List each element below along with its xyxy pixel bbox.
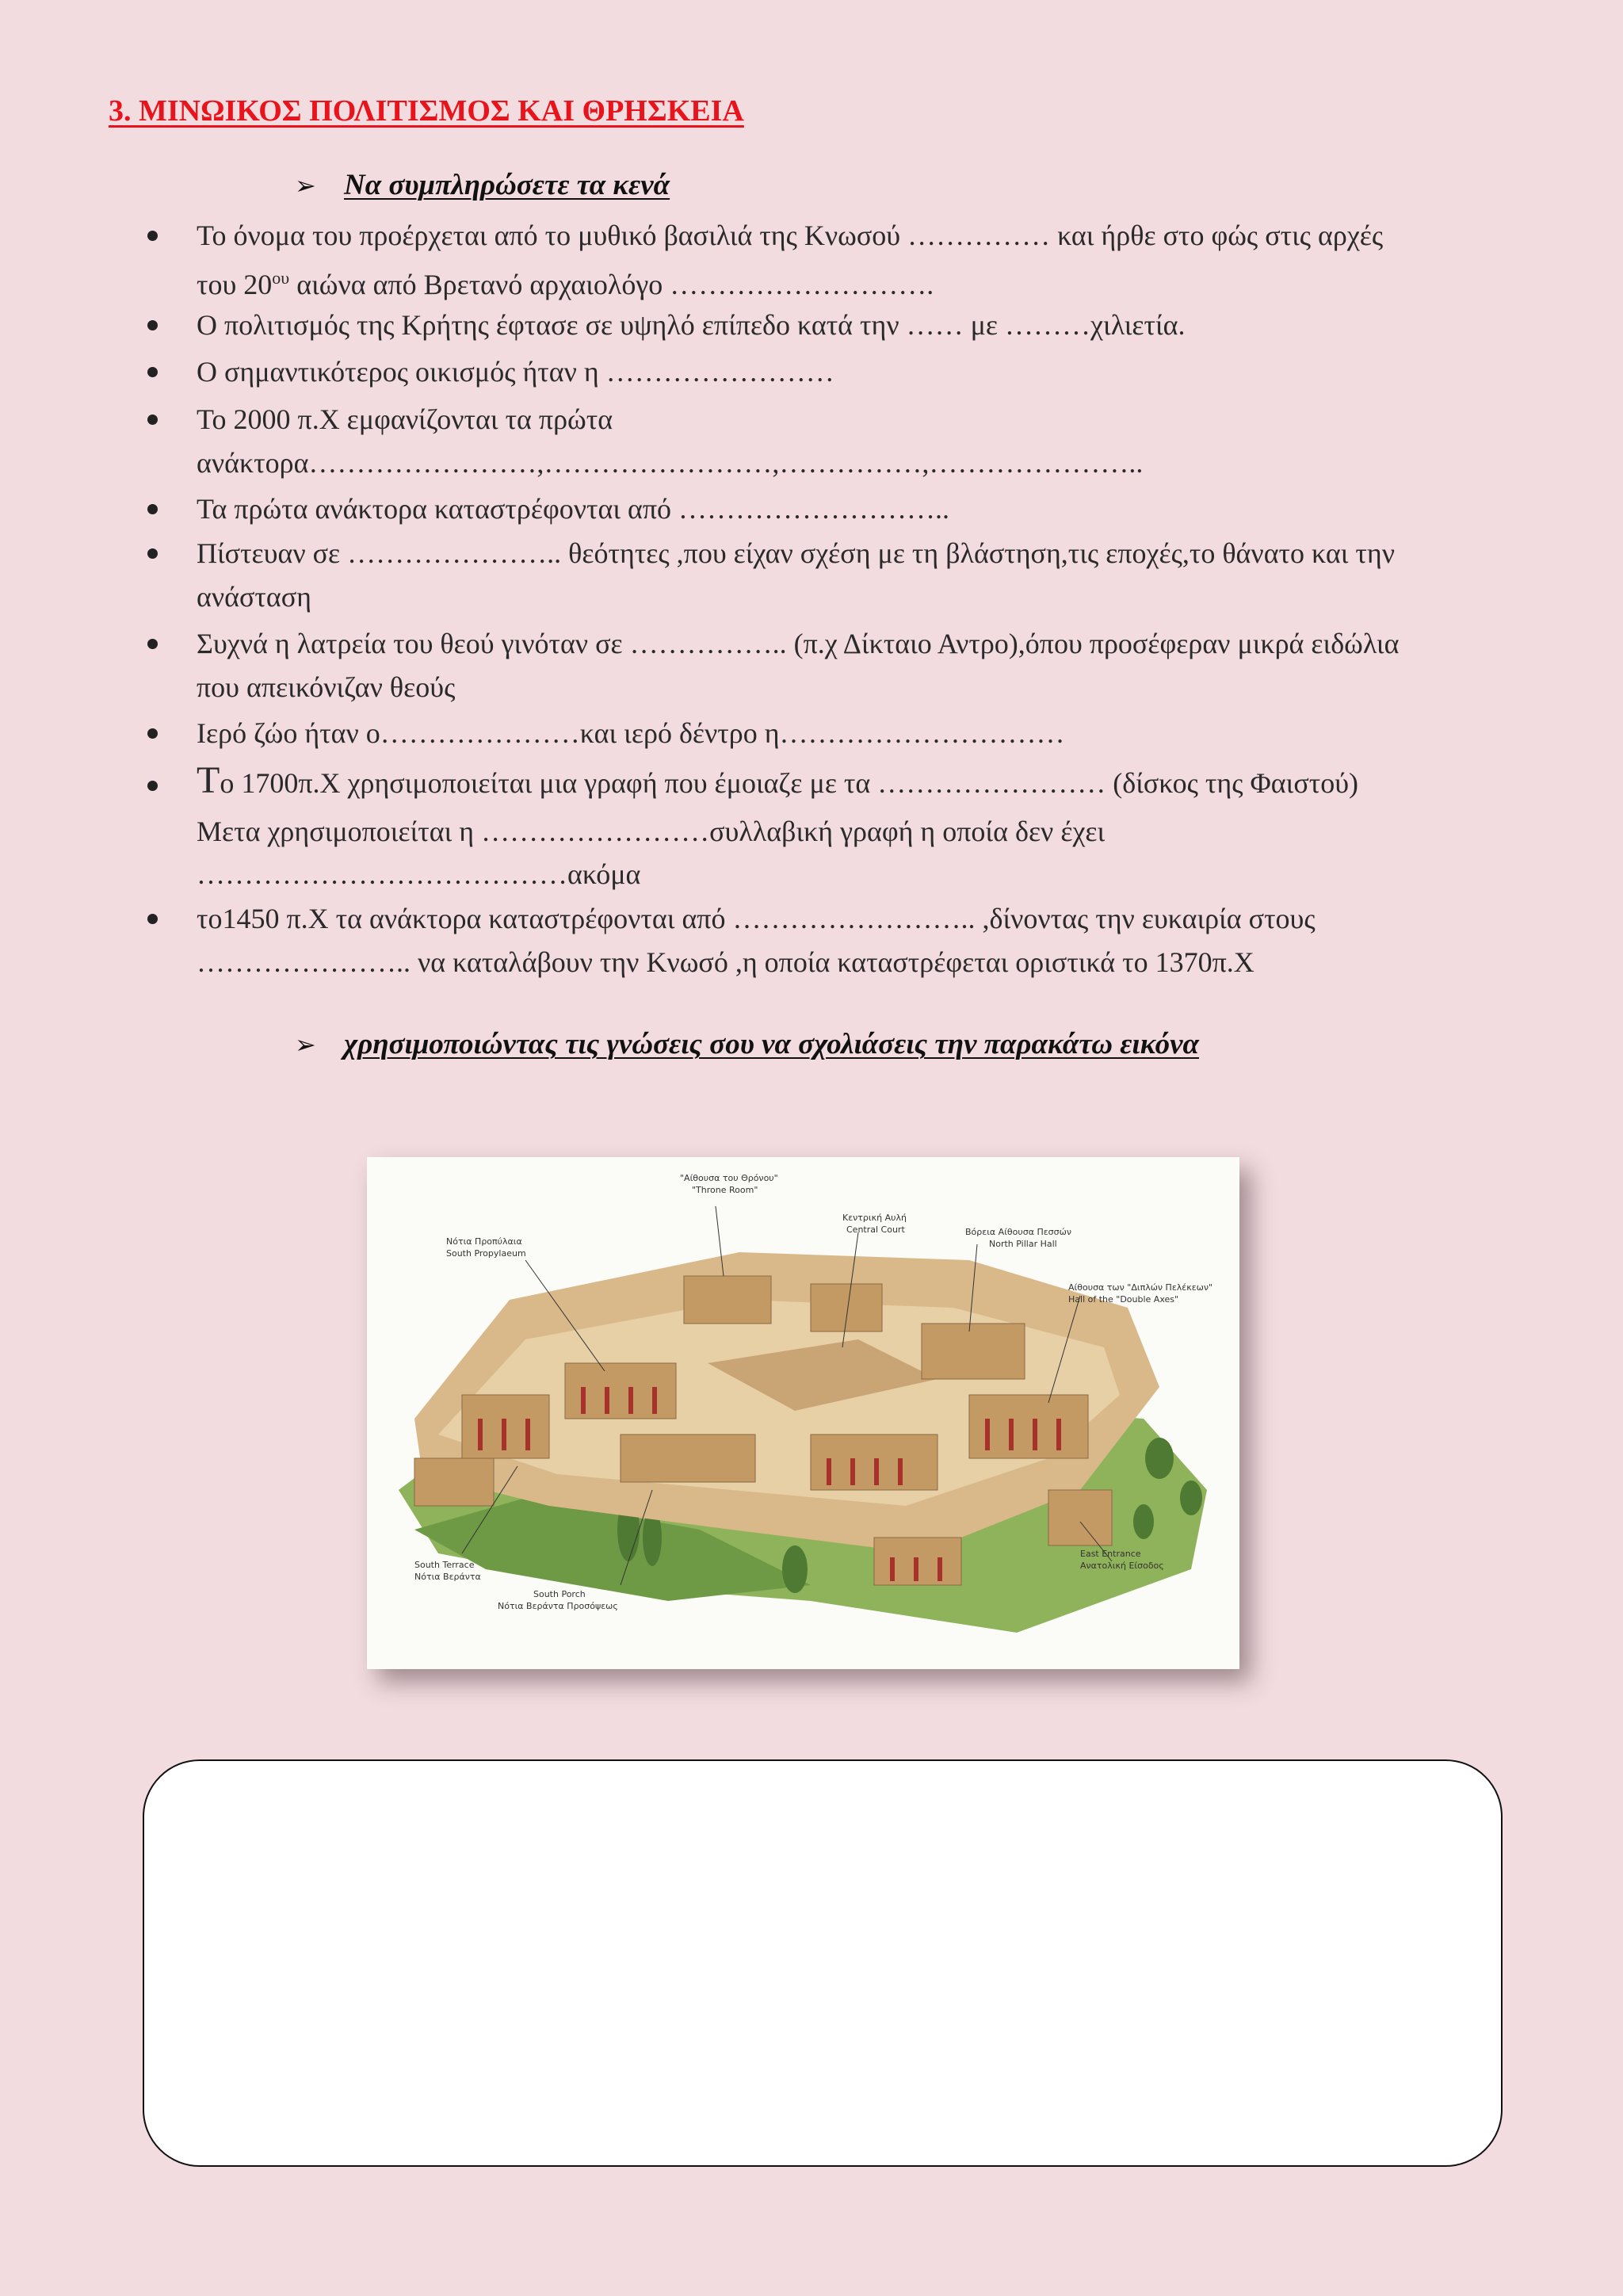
label-porch-gr: Νότια Βεράντα Προσόψεως bbox=[498, 1601, 618, 1611]
label-porch-en: South Porch bbox=[533, 1589, 586, 1599]
fill-blanks-instruction bbox=[295, 168, 670, 202]
item-line: …………………………………ακόμα bbox=[197, 858, 641, 890]
item-line: ανάκτορα……………………,……………………,……………,………………….. bbox=[197, 447, 1144, 479]
arrow-bullet-icon: ➢ bbox=[295, 170, 316, 201]
label-throne-gr: "Αίθουσα του Θρόνου" bbox=[680, 1173, 778, 1183]
item-line: που απεικόνιζαν θεούς bbox=[197, 671, 456, 703]
page-title: 3. ΜΙΝΩΙΚΟΣ ΠΟΛΙΤΙΣΜΟΣ ΚΑΙ ΘΡΗΣΚΕΙΑ bbox=[109, 94, 744, 128]
item-line: Ο πολιτισμός της Κρήτης έφτασε σε υψηλό επίπεδο κατά την …… με ………χιλιετία. bbox=[197, 309, 1186, 341]
instruction-text: χρησιμοποιώντας τις γνώσεις σου να σχολιάσεις την παρακάτω εικόνα bbox=[344, 1028, 1199, 1060]
label-pillar-gr: Βόρεια Αίθουσα Πεσσών bbox=[965, 1227, 1071, 1237]
item-line: Το 1700π.Χ χρησιμοποιείται μια γραφή που έμοιαζε με τα …………………… (δίσκος της Φαιστού) bbox=[197, 759, 1359, 801]
item-line: Πίστευαν σε ………………….. θεότητες ,που είχαν σχέση με τη βλάστηση,τις εποχές,το θάνατο και την bbox=[197, 537, 1395, 569]
bullet-icon bbox=[147, 231, 158, 241]
item-line: ………………….. να καταλάβουν την Κνωσό ,η οποία καταστρέφεται οριστικά το 1370π.Χ bbox=[197, 946, 1254, 978]
label-pillar-en: North Pillar Hall bbox=[989, 1239, 1057, 1249]
bullet-icon bbox=[147, 367, 158, 377]
bullet-icon bbox=[147, 781, 158, 791]
arrow-bullet-icon: ➢ bbox=[295, 1030, 316, 1060]
answer-box[interactable] bbox=[143, 1759, 1503, 2167]
label-propyl-gr: Νότια Προπύλαια bbox=[446, 1236, 522, 1247]
label-east-en: East Entrance bbox=[1080, 1549, 1141, 1559]
comment-image-instruction bbox=[295, 1027, 1199, 1061]
item-line: Μετα χρησιμοποιείται η ……………………συλλαβική γραφή η οποία δεν έχει bbox=[197, 816, 1106, 847]
bullet-icon bbox=[147, 415, 158, 425]
bullet-icon bbox=[147, 914, 158, 924]
instruction-text: Να συμπληρώσετε τα κενά bbox=[344, 169, 670, 201]
label-propyl-en: South Propylaeum bbox=[446, 1248, 526, 1259]
label-east-gr: Ανατολική Είσοδος bbox=[1080, 1561, 1164, 1571]
label-court-gr: Κεντρική Αυλή bbox=[842, 1213, 907, 1223]
knossos-palace-illustration bbox=[367, 1157, 1239, 1669]
item-line: Τα πρώτα ανάκτορα καταστρέφονται από ……………………….. bbox=[197, 493, 950, 525]
item-line: του $20^{o\upsilon}$ αιώνα από Βρετανό αρχαιολόγο ………………………. bbox=[197, 268, 934, 300]
label-axes-gr: Αίθουσα των "Διπλών Πελέκεων" bbox=[1068, 1282, 1213, 1293]
item-line: Συχνά η λατρεία του θεού γινόταν σε …………….. (π.χ Δίκταιο Αντρο),όπου προσέφεραν μικρά ειδώλια bbox=[197, 628, 1400, 659]
label-axes-en: Hall of the "Double Axes" bbox=[1068, 1294, 1179, 1305]
item-line: Ο σημαντικότερος οικισμός ήταν η …………………… bbox=[197, 356, 834, 388]
label-throne-en: "Throne Room" bbox=[692, 1185, 758, 1195]
label-court-en: Central Court bbox=[846, 1224, 905, 1235]
item-line: Το όνομα του προέρχεται από το μυθικό βασιλιά της Κνωσού …………… και ήρθε στο φώς στις αρχές bbox=[197, 220, 1384, 251]
bullet-icon bbox=[147, 548, 158, 559]
bullet-icon bbox=[147, 728, 158, 739]
bullet-icon bbox=[147, 320, 158, 330]
label-terrace-gr: Νότια Βεράντα bbox=[414, 1572, 481, 1582]
bullet-icon bbox=[147, 639, 158, 649]
item-line: ανάσταση bbox=[197, 581, 311, 613]
item-line: Ιερό ζώο ήταν ο…………………και ιερό δέντρο η………………………… bbox=[197, 717, 1065, 749]
palace-drawing bbox=[367, 1157, 1239, 1669]
bullet-icon bbox=[147, 504, 158, 514]
label-terrace-en: South Terrace bbox=[414, 1560, 475, 1570]
item-line: το1450 π.Χ τα ανάκτορα καταστρέφονται από …………………….. ,δίνοντας την ευκαιρία στους bbox=[197, 903, 1316, 934]
item-line: Το 2000 π.Χ εμφανίζονται τα πρώτα bbox=[197, 403, 613, 435]
